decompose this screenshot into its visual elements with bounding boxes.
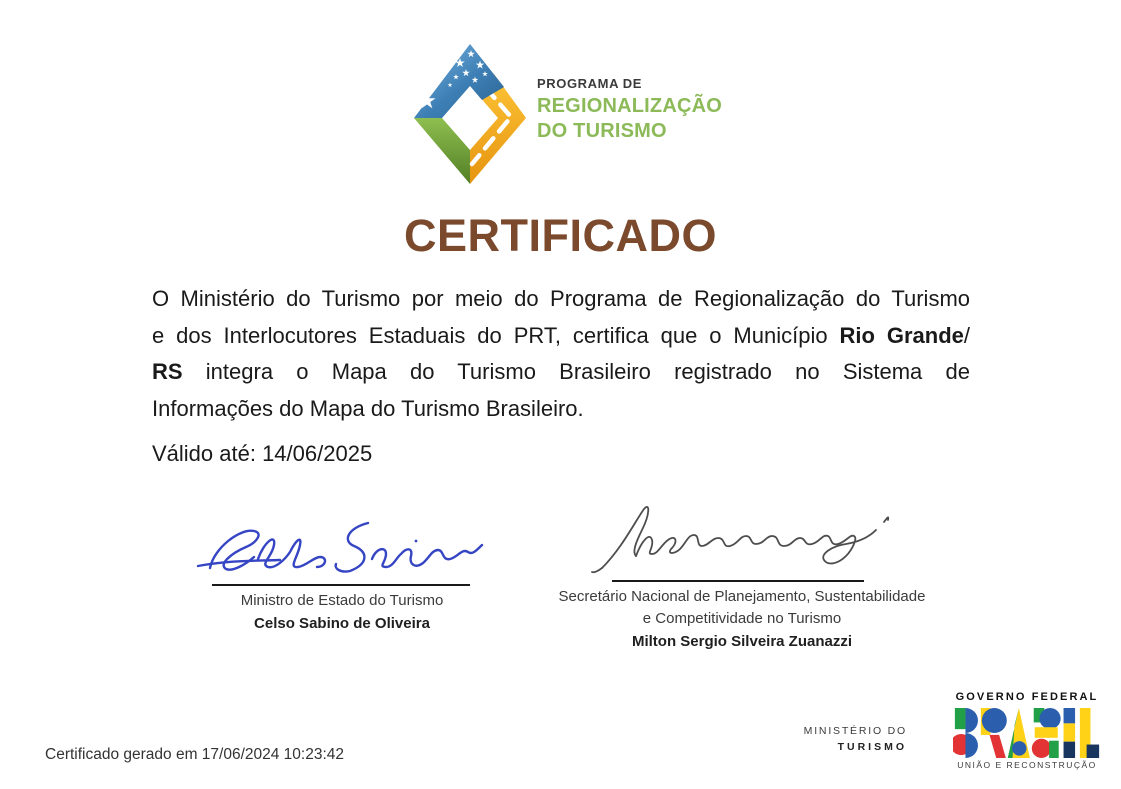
signatory-left-role: Ministro de Estado do Turismo [240,592,444,609]
signatory-right [545,586,939,653]
signatory-right-role-line2: e Competitividade no Turismo [642,610,842,627]
body-line: e dos Interlocutores Estaduais do PRT, certifica que o Município Rio Grande/ [152,322,971,348]
validity-date: Válido até: 14/06/2025 [152,441,373,466]
signature-milton-zuanazzi [588,498,898,576]
program-logo-line3: DO TURISMO [537,120,667,142]
governo-federal-label: GOVERNO FEDERAL [955,691,1099,703]
prt-diamond-logo [410,38,530,188]
generated-timestamp: Certificado gerado em 17/06/2024 10:23:42 [45,746,345,763]
certificate-title: CERTIFICADO [404,210,717,261]
signatory-right-role-line1: Secretário Nacional de Planejamento, Sustentabilidade [558,588,926,605]
program-logo-line2: REGIONALIZAÇÃO [537,95,723,117]
brasil-logo [953,708,1101,758]
program-logo-text [537,77,722,141]
signatory-left-name: Celso Sabino de Oliveira [254,615,430,632]
body-line: Informações do Mapa do Turismo Brasileiro. [152,395,584,421]
uniao-reconstrucao-label: UNIÃO E RECONSTRUÇÃO [957,760,1097,770]
program-logo-line1: PROGRAMA DE [537,76,643,91]
certificate-body [152,281,970,427]
ribbon-green [414,118,470,184]
signature-celso-sabino [196,514,486,584]
signatory-right-name: Milton Sergio Silveira Zuanazzi [631,633,853,650]
ministry-wordmark [757,723,907,755]
signature-line [212,584,470,586]
ministry-line2: TURISMO [837,741,907,753]
body-line: RS integra o Mapa do Turismo Brasileiro registrado no Sistema de [152,359,970,384]
signatory-left [182,590,502,635]
ministry-line1: MINISTÉRIO DO [803,725,907,737]
body-line: O Ministério do Turismo por meio do Programa de Regionalização do Turismo [152,286,970,311]
governo-federal-block [951,691,1103,770]
signature-line [612,580,864,582]
